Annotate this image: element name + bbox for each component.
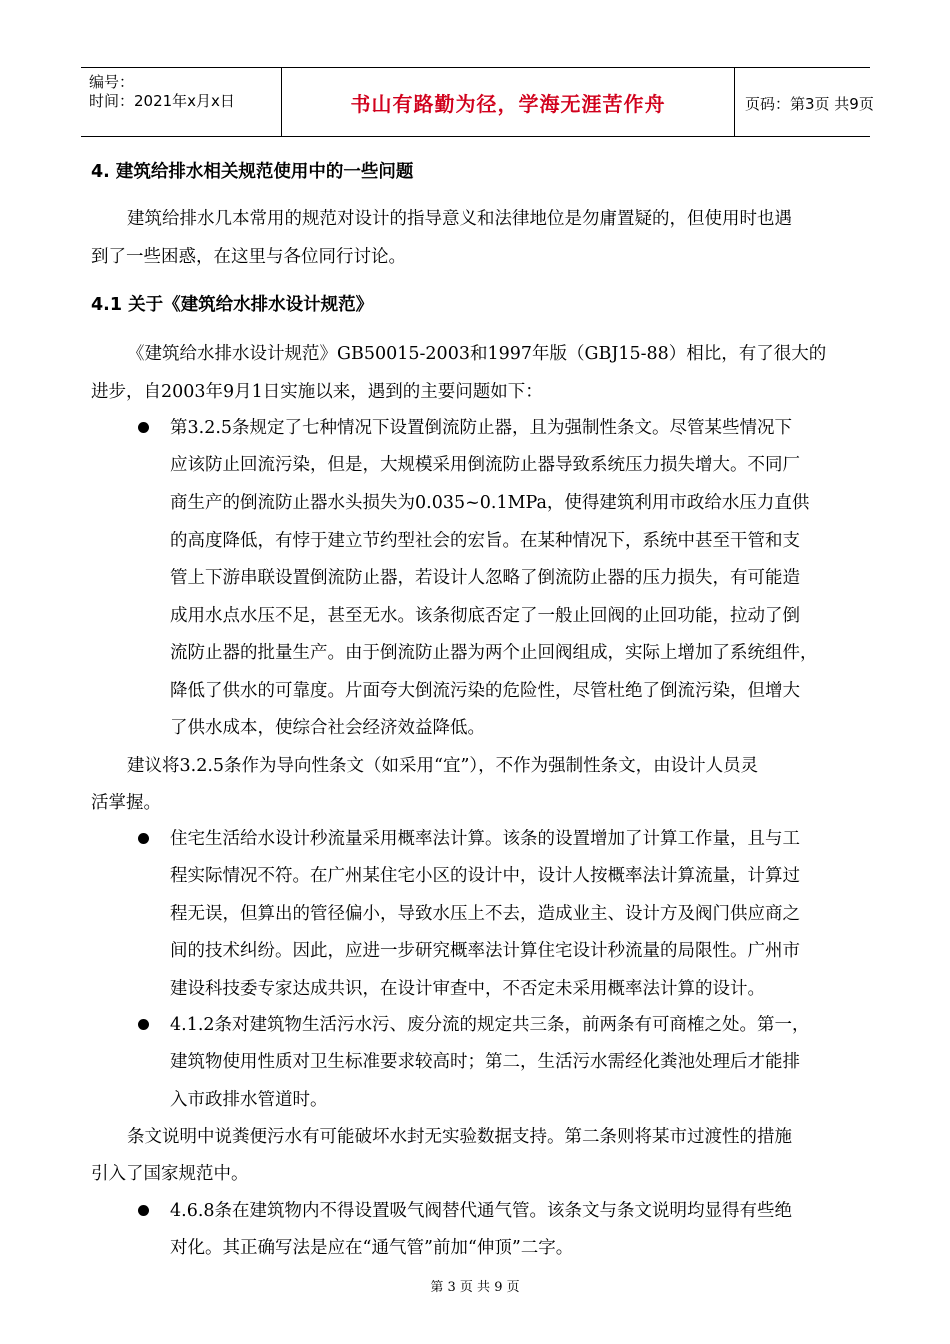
section-4-1-heading: 4.1 关于《建筑给水排水设计规范》	[91, 295, 374, 315]
bullet-2-line: 住宅生活给水设计秒流量采用概率法计算。该条的设置增加了计算工作量，且与工	[170, 829, 800, 849]
bullet-1-line: 商生产的倒流防止器水头损失为0.035~0.1MPa，使得建筑利用市政给水压力直供	[170, 493, 810, 513]
bullet-1-line: 的高度降低，有悖于建立节约型社会的宏旨。在某种情况下，系统中甚至干管和支	[170, 531, 800, 551]
bullet-1-line: 流防止器的批量生产。由于倒流防止器为两个止回阀组成，实际上增加了系统组件，	[170, 643, 818, 663]
bullet-dot	[138, 833, 149, 844]
section-4-intro-line: 建筑给排水几本常用的规范对设计的指导意义和法律地位是勿庸置疑的，但使用时也遇	[127, 209, 792, 229]
bullet-1-line: 降低了供水的可靠度。片面夸大倒流污染的危险性，尽管杜绝了倒流污染，但增大	[170, 681, 800, 701]
page-header	[81, 67, 874, 137]
bullet-3-line: 入市政排水管道时。	[170, 1090, 328, 1110]
note-line: 引入了国家规范中。	[91, 1164, 249, 1184]
bullet-4-line: 4.6.8条在建筑物内不得设置吸气阀替代通气管。该条文与条文说明均显得有些绝	[170, 1201, 793, 1221]
bullet-1-line: 管上下游串联设置倒流防止器，若设计人忽略了倒流防止器的压力损失，有可能造	[170, 568, 800, 588]
header-motto: 书山有路勤为径，学海无涯苦作舟	[350, 92, 666, 116]
bullet-1-line: 应该防止回流污染，但是，大规模采用倒流防止器导致系统压力损失增大。不同厂	[170, 455, 800, 475]
document-date-label: 时间：2021年x月x日	[89, 92, 235, 110]
bullet-1-line: 了供水成本，使综合社会经济效益降低。	[170, 718, 485, 738]
header-motto-cell	[282, 68, 735, 136]
document-number-label: 编号：	[89, 73, 135, 91]
header-meta-cell	[81, 68, 282, 136]
bullet-3-line: 建筑物使用性质对卫生标准要求较高时；第二，生活污水需经化粪池处理后才能排	[170, 1052, 800, 1072]
bullet-2-line: 建设科技委专家达成共识，在设计审查中，不否定未采用概率法计算的设计。	[170, 979, 765, 999]
bullet-4-line: 对化。其正确写法是应在“通气管”前加“伸顶”二字。	[170, 1238, 574, 1258]
suggestion-line: 建议将3.2.5条作为导向性条文（如采用“宜”），不作为强制性条文，由设计人员灵	[127, 756, 759, 776]
header-page-cell	[735, 68, 874, 136]
bullet-1-line: 第3.2.5条规定了七种情况下设置倒流防止器，且为强制性条文。尽管某些情况下	[170, 418, 793, 438]
bullet-dot	[138, 422, 149, 433]
section-4-intro-line: 到了一些困惑，在这里与各位同行讨论。	[91, 247, 406, 267]
suggestion-line: 活掌握。	[91, 793, 161, 813]
bullet-dot	[138, 1019, 149, 1030]
header-page-code: 页码：第3页 共9页	[745, 95, 874, 113]
note-line: 条文说明中说粪便污水有可能破坏水封无实验数据支持。第二条则将某市过渡性的措施	[127, 1127, 792, 1147]
section-4-1-intro-line: 进步，自2003年9月1日实施以来，遇到的主要问题如下：	[91, 382, 543, 402]
page-footer: 第 3 页 共 9 页	[430, 1280, 520, 1295]
section-4-heading: 4. 建筑给排水相关规范使用中的一些问题	[91, 162, 414, 182]
bullet-2-line: 间的技术纠纷。因此，应进一步研究概率法计算住宅设计秒流量的局限性。广州市	[170, 941, 800, 961]
bullet-1-line: 成用水点水压不足，甚至无水。该条彻底否定了一般止回阀的止回功能，拉动了倒	[170, 606, 800, 626]
bullet-2-line: 程实际情况不符。在广州某住宅小区的设计中，设计人按概率法计算流量，计算过	[170, 866, 800, 886]
bullet-dot	[138, 1205, 149, 1216]
section-4-1-intro-line: 《建筑给水排水设计规范》GB50015-2003和1997年版（GBJ15-88）相比，有了很大的	[127, 344, 827, 364]
bullet-3-line: 4.1.2条对建筑物生活污水污、废分流的规定共三条，前两条有可商榷之处。第一，	[170, 1015, 810, 1035]
bullet-2-line: 程无误，但算出的管径偏小，导致水压上不去，造成业主、设计方及阀门供应商之	[170, 904, 800, 924]
